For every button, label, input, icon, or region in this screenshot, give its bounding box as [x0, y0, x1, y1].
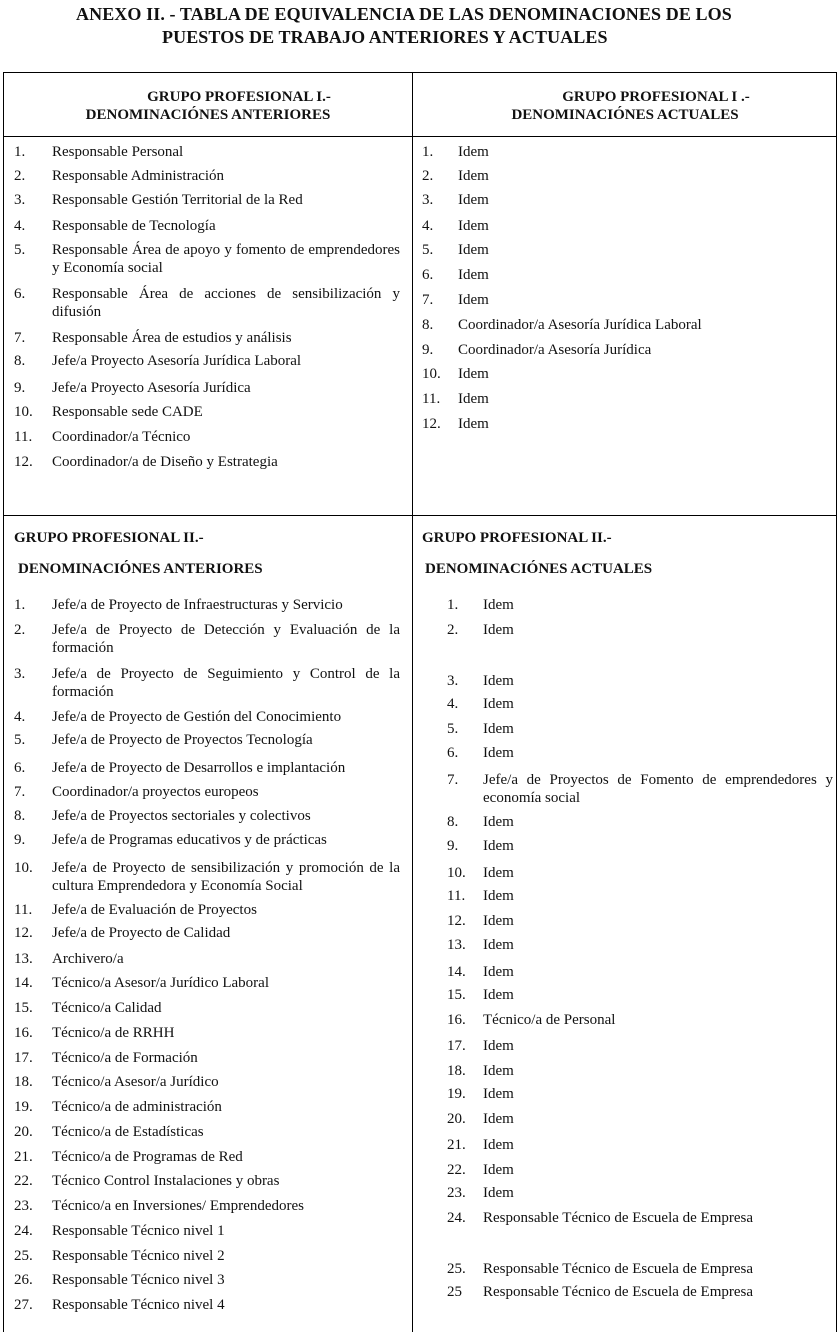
item-text: Jefe/a Proyecto Asesoría Jurídica Laboral — [52, 353, 302, 369]
item-number: 21. — [14, 1149, 33, 1165]
item-number: 20. — [447, 1111, 466, 1127]
item-number: 12. — [14, 454, 33, 470]
group-1-right-header — [412, 88, 838, 124]
item-text: Jefe/a de Evaluación de Proyectos — [52, 902, 257, 918]
document-title — [76, 3, 836, 49]
item-text: Técnico/a de RRHH — [52, 1025, 175, 1041]
item-number: 7. — [422, 292, 434, 308]
item-text: Idem — [483, 622, 514, 638]
item-text: Idem — [458, 416, 489, 432]
item-number: 2. — [14, 168, 26, 184]
item-text: Idem — [483, 913, 514, 929]
item-text: Idem — [483, 1137, 514, 1153]
item-number: 12. — [14, 925, 33, 941]
group-1-right-header-line-2: DENOMINACIÓNES ACTUALES — [511, 107, 739, 123]
item-number: 22. — [447, 1162, 466, 1178]
item-text: Jefe/a de Proyectos de Fomento de emprendedores y economía social — [483, 772, 833, 806]
item-text: Coordinador/a Asesoría Jurídica Laboral — [458, 317, 702, 333]
item-number: 8. — [422, 317, 434, 333]
item-number: 4. — [422, 218, 434, 234]
item-number: 7. — [447, 772, 459, 788]
item-number: 17. — [14, 1050, 33, 1066]
item-number: 9. — [422, 342, 434, 358]
item-number: 12. — [447, 913, 466, 929]
item-text: Jefe/a de Programas educativos y de prácticas — [52, 832, 327, 848]
item-text: Idem — [483, 1038, 514, 1054]
item-text: Idem — [483, 865, 514, 881]
item-number: 14. — [447, 964, 466, 980]
item-text: Archivero/a — [52, 951, 124, 967]
item-number: 23. — [14, 1198, 33, 1214]
item-number: 9. — [14, 832, 26, 848]
item-text: Idem — [483, 838, 514, 854]
item-number: 19. — [447, 1086, 466, 1102]
item-text: Idem — [483, 1162, 514, 1178]
item-number: 24. — [14, 1223, 33, 1239]
item-text: Coordinador/a Asesoría Jurídica — [458, 342, 652, 358]
item-text: Coordinador/a de Diseño y Estrategia — [52, 454, 278, 470]
item-text: Idem — [458, 218, 489, 234]
item-number: 7. — [14, 784, 26, 800]
item-number: 6. — [447, 745, 459, 761]
item-number: 22. — [14, 1173, 33, 1189]
item-number: 4. — [14, 709, 26, 725]
item-text: Idem — [483, 1086, 514, 1102]
item-number: 9. — [14, 380, 26, 396]
item-number: 6. — [14, 286, 26, 302]
item-text: Responsable Técnico de Escuela de Empresa — [483, 1210, 754, 1226]
item-number: 3. — [422, 192, 434, 208]
title-line-1: ANEXO II. - TABLA DE EQUIVALENCIA DE LAS DENOMINACIONES DE LOS — [76, 4, 732, 24]
item-text: Idem — [483, 1063, 514, 1079]
item-text: Técnico/a de Programas de Red — [52, 1149, 243, 1165]
item-number: 6. — [14, 760, 26, 776]
item-number: 23. — [447, 1185, 466, 1201]
item-text: Idem — [458, 168, 489, 184]
item-text: Jefe/a de Proyecto de Gestión del Conocimiento — [52, 709, 342, 725]
item-text: Jefe/a de Proyecto de Infraestructuras y Servicio — [52, 597, 343, 613]
group-1-left-header-line-1: GRUPO PROFESIONAL I.- — [147, 89, 331, 105]
item-number: 4. — [447, 696, 459, 712]
item-number: 1. — [14, 144, 26, 160]
group-2-right-header-line-2: DENOMINACIÓNES ACTUALES — [425, 561, 653, 577]
item-number: 8. — [14, 808, 26, 824]
item-text: Responsable Área de estudios y análisis — [52, 330, 292, 346]
item-number: 2. — [422, 168, 434, 184]
item-number: 11. — [14, 902, 33, 918]
item-number: 15. — [447, 987, 466, 1003]
item-number: 20. — [14, 1124, 33, 1140]
item-text: Responsable Técnico nivel 1 — [52, 1223, 225, 1239]
group-2-left-header-line-2: DENOMINACIÓNES ANTERIORES — [18, 561, 263, 577]
group-2-right-header-line-1: GRUPO PROFESIONAL II.- — [422, 530, 612, 546]
item-text: Idem — [483, 1111, 514, 1127]
item-number: 4. — [14, 218, 26, 234]
item-text: Técnico/a de Personal — [483, 1012, 616, 1028]
item-text: Responsable Personal — [52, 144, 184, 160]
item-number: 19. — [14, 1099, 33, 1115]
item-text: Responsable Área de apoyo y fomento de emprendedores y Economía social — [52, 242, 400, 276]
item-number: 3. — [14, 666, 26, 682]
item-number: 9. — [447, 838, 459, 854]
item-text: Idem — [483, 888, 514, 904]
item-text: Idem — [483, 937, 514, 953]
item-number: 10. — [14, 860, 33, 876]
item-number: 5. — [14, 242, 26, 258]
column-divider — [412, 73, 413, 1332]
item-number: 8. — [14, 353, 26, 369]
item-number: 13. — [14, 951, 33, 967]
item-text: Técnico/a de Formación — [52, 1050, 198, 1066]
item-number: 5. — [447, 721, 459, 737]
item-text: Idem — [458, 391, 489, 407]
item-text: Jefe/a de Proyectos sectoriales y colectivos — [52, 808, 311, 824]
item-text: Jefe/a Proyecto Asesoría Jurídica — [52, 380, 251, 396]
item-text: Jefe/a de Proyecto de sensibilización y promoción de la cultura Emprendedora y Economía Social — [52, 860, 400, 894]
item-text: Responsable Técnico de Escuela de Empresa — [483, 1261, 754, 1277]
item-number: 2. — [14, 622, 26, 638]
item-text: Idem — [483, 745, 514, 761]
equivalence-table — [3, 72, 837, 1332]
item-number: 7. — [14, 330, 26, 346]
item-text: Responsable Técnico nivel 4 — [52, 1297, 225, 1313]
item-number: 10. — [422, 366, 441, 382]
item-text: Responsable Técnico de Escuela de Empresa — [483, 1284, 754, 1300]
item-number: 13. — [447, 937, 466, 953]
item-number: 18. — [447, 1063, 466, 1079]
item-text: Idem — [483, 964, 514, 980]
item-text: Responsable sede CADE — [52, 404, 203, 420]
item-number: 25 — [447, 1284, 462, 1300]
item-number: 5. — [14, 732, 26, 748]
item-text: Técnico/a Asesor/a Jurídico Laboral — [52, 975, 270, 991]
item-number: 11. — [447, 888, 466, 904]
item-text: Idem — [458, 144, 489, 160]
item-text: Idem — [483, 673, 514, 689]
item-number: 12. — [422, 416, 441, 432]
item-number: 11. — [422, 391, 441, 407]
item-number: 1. — [14, 597, 26, 613]
item-number: 24. — [447, 1210, 466, 1226]
item-number: 8. — [447, 814, 459, 830]
item-number: 10. — [447, 865, 466, 881]
item-text: Jefe/a de Proyecto de Calidad — [52, 925, 231, 941]
item-text: Técnico/a en Inversiones/ Emprendedores — [52, 1198, 304, 1214]
item-text: Idem — [458, 242, 489, 258]
item-text: Idem — [458, 192, 489, 208]
item-number: 1. — [422, 144, 434, 160]
item-text: Técnico/a Asesor/a Jurídico — [52, 1074, 219, 1090]
item-text: Coordinador/a proyectos europeos — [52, 784, 259, 800]
group-divider — [4, 515, 836, 516]
group-2-left-header-line-1: GRUPO PROFESIONAL II.- — [14, 530, 204, 546]
item-text: Técnico/a Calidad — [52, 1000, 162, 1016]
item-text: Responsable Área de acciones de sensibilización y difusión — [52, 286, 400, 320]
item-text: Responsable Técnico nivel 3 — [52, 1272, 225, 1288]
item-text: Idem — [483, 721, 514, 737]
group-1-right-header-line-1: GRUPO PROFESIONAL I .- — [562, 89, 750, 105]
item-text: Jefe/a de Proyecto de Proyectos Tecnología — [52, 732, 313, 748]
item-number: 26. — [14, 1272, 33, 1288]
group-1-left-header-line-2: DENOMINACIÓNES ANTERIORES — [85, 107, 331, 123]
item-number: 16. — [14, 1025, 33, 1041]
item-text: Responsable Técnico nivel 2 — [52, 1248, 225, 1264]
item-number: 3. — [14, 192, 26, 208]
item-number: 21. — [447, 1137, 466, 1153]
item-text: Idem — [458, 267, 489, 283]
item-text: Idem — [483, 1185, 514, 1201]
item-text: Idem — [483, 987, 514, 1003]
item-text: Idem — [483, 696, 514, 712]
group-1-left-header — [4, 88, 412, 124]
item-text: Técnico/a de Estadísticas — [52, 1124, 204, 1140]
item-text: Jefe/a de Proyecto de Seguimiento y Control de la formación — [52, 666, 400, 700]
item-text: Idem — [483, 814, 514, 830]
item-text: Jefe/a de Proyecto de Detección y Evaluación de la formación — [52, 622, 400, 656]
item-number: 25. — [14, 1248, 33, 1264]
item-number: 1. — [447, 597, 459, 613]
item-number: 3. — [447, 673, 459, 689]
item-number: 16. — [447, 1012, 466, 1028]
item-number: 11. — [14, 429, 33, 445]
item-number: 25. — [447, 1261, 466, 1277]
item-text: Jefe/a de Proyecto de Desarrollos e implantación — [52, 760, 346, 776]
item-text: Responsable Gestión Territorial de la Red — [52, 192, 303, 208]
title-line-2: PUESTOS DE TRABAJO ANTERIORES Y ACTUALES — [162, 27, 608, 47]
item-text: Responsable Administración — [52, 168, 225, 184]
item-number: 27. — [14, 1297, 33, 1313]
item-number: 10. — [14, 404, 33, 420]
item-number: 2. — [447, 622, 459, 638]
item-number: 18. — [14, 1074, 33, 1090]
item-number: 6. — [422, 267, 434, 283]
item-number: 15. — [14, 1000, 33, 1016]
item-number: 5. — [422, 242, 434, 258]
item-text: Responsable de Tecnología — [52, 218, 216, 234]
item-text: Idem — [483, 597, 514, 613]
item-number: 17. — [447, 1038, 466, 1054]
item-text: Técnico Control Instalaciones y obras — [52, 1173, 280, 1189]
item-text: Idem — [458, 366, 489, 382]
item-number: 14. — [14, 975, 33, 991]
item-text: Idem — [458, 292, 489, 308]
item-text: Coordinador/a Técnico — [52, 429, 191, 445]
header-divider-group-1 — [4, 136, 836, 137]
item-text: Técnico/a de administración — [52, 1099, 222, 1115]
